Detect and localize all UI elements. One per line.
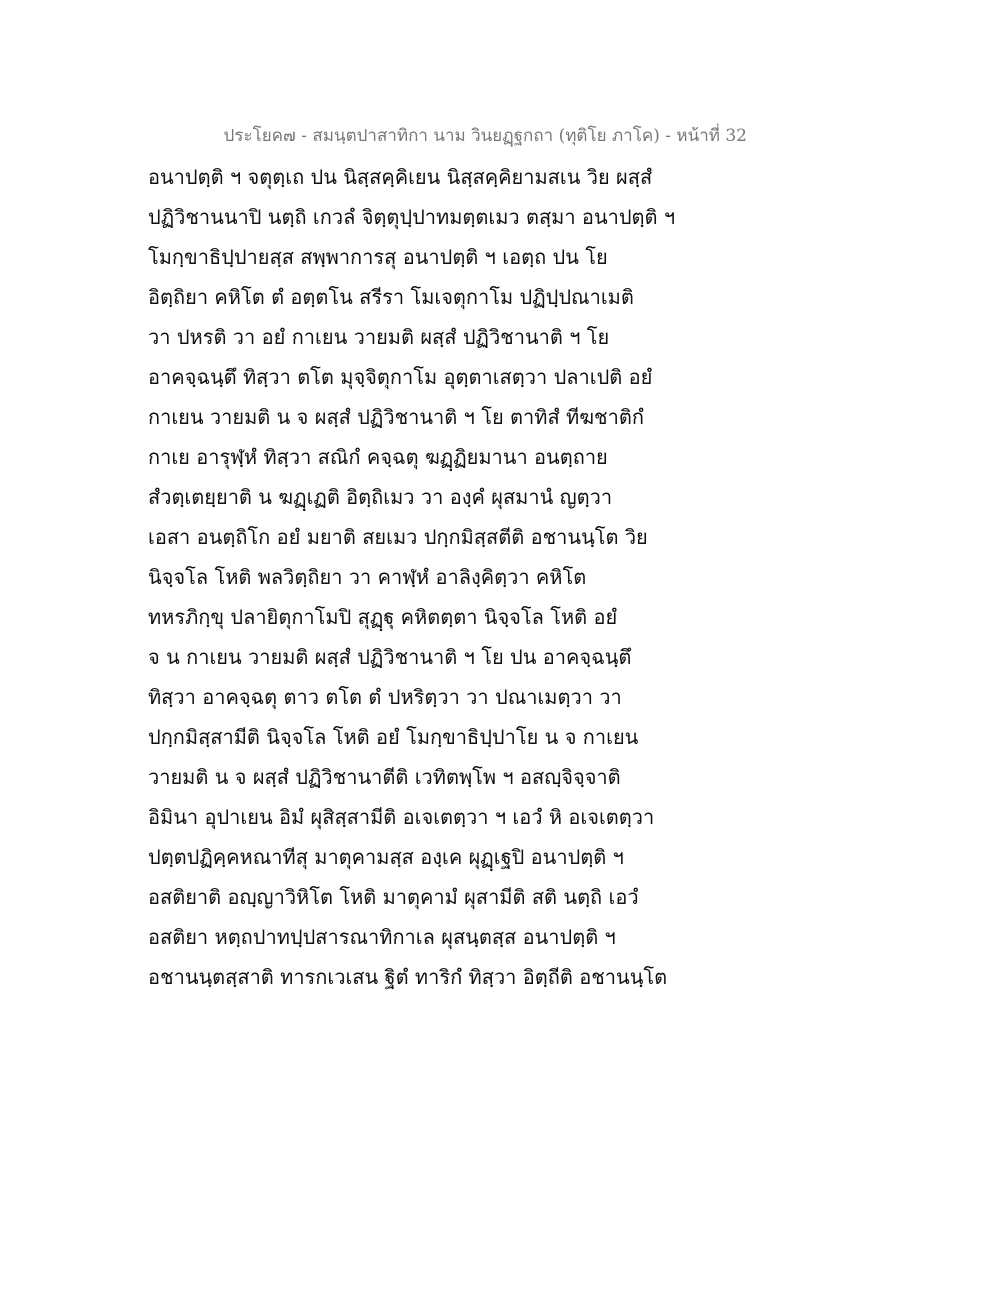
- text-line: โมกฺขาธิปฺปายสฺส สพฺพาการสุ อนาปตฺติ ฯ เอตฺถ ปน โย: [148, 245, 608, 269]
- text-line: กาเย อารุฬฺหํ ทิสฺวา สณิกํ คจฺฉตุ ฆฏฺฏิยมานา อนตฺถาย: [148, 445, 608, 469]
- text-line: อิมินา อุปาเยน อิมํ ผุสิสฺสามีติ อเจเตตฺวา ฯ เอวํ หิ อเจเตตฺวา: [148, 805, 655, 829]
- text-line: อสติยาติ อญฺญาวิหิโต โหติ มาตุคามํ ผุสามีติ สติ นตฺถิ เอวํ: [148, 885, 639, 909]
- text-line: วา ปหรติ วา อยํ กาเยน วายมติ ผสฺสํ ปฏิวิชานาติ ฯ โย: [148, 325, 610, 349]
- text-line: กาเยน วายมติ น จ ผสฺสํ ปฏิวิชานาติ ฯ โย ตาทิสํ ทีฆชาติกํ: [148, 405, 644, 429]
- text-line: อาคจฺฉนฺตึ ทิสฺวา ตโต มุจฺจิตุกาโม อุตฺตาเสตฺวา ปลาเปติ อยํ: [148, 365, 653, 389]
- text-line: ปฏิวิชานนาปิ นตฺถิ เกวลํ จิตฺตุปฺปาทมตฺตเมว ตสฺมา อนาปตฺติ ฯ: [148, 205, 676, 229]
- text-line: อนาปตฺติ ฯ จตุตฺเถ ปน นิสฺสคฺคิเยน นิสฺสคฺคิยามสเน วิย ผสฺสํ: [148, 165, 653, 189]
- text-line: สํวตฺเตยฺยาติ น ฆฏฺเฏติ อิตฺถิเมว วา องฺคํ ผุสมานํ ญตฺวา: [148, 485, 613, 509]
- text-line: อสติยา หตฺถปาทปฺปสารณาทิกาเล ผุสนฺตสฺส อนาปตฺติ ฯ: [148, 925, 616, 949]
- text-line: อชานนฺตสฺสาติ ทารกเวเสน ฐิตํ ทาริกํ ทิสฺวา อิตฺถีติ อชานนฺโต: [148, 965, 668, 989]
- running-header: ประโยค๗ - สมนฺตปาสาทิกา นาม วินยฏฺฐกถา (ทุติโย ภาโค) - หน้าที่ 32: [223, 126, 747, 146]
- text-line: นิจฺจโล โหติ พลวิตฺถิยา วา คาฬฺหํ อาลิงฺคิตฺวา คหิโต: [148, 565, 587, 589]
- text-line: เอสา อนตฺถิโก อยํ มยาติ สยเมว ปกฺกมิสฺสตีติ อชานนฺโต วิย: [148, 525, 648, 549]
- text-line: ปกฺกมิสฺสามีติ นิจฺจโล โหติ อยํ โมกฺขาธิปฺปาโย น จ กาเยน: [148, 725, 639, 749]
- body-text: [148, 157, 708, 997]
- text-line: ทิสฺวา อาคจฺฉตุ ตาว ตโต ตํ ปหริตฺวา วา ปณาเมตฺวา วา: [148, 685, 622, 709]
- text-line: วายมติ น จ ผสฺสํ ปฏิวิชานาตีติ เวทิตพฺโพ ฯ อสญฺจิจฺจาติ: [148, 765, 621, 789]
- text-line: จ น กาเยน วายมติ ผสฺสํ ปฏิวิชานาติ ฯ โย ปน อาคจฺฉนฺตึ: [148, 645, 632, 669]
- text-line: อิตฺถิยา คหิโต ตํ อตฺตโน สรีรา โมเจตุกาโม ปฏิปฺปณาเมติ: [148, 285, 634, 309]
- text-line: ทหรภิกฺขุ ปลายิตุกาโมปิ สุฏฺฐุ คหิตตฺตา นิจฺจโล โหติ อยํ: [148, 605, 618, 629]
- text-line: ปตฺตปฏิคฺคหณาทีสุ มาตุคามสฺส องฺเค ผุฏฺเฐปิ อนาปตฺติ ฯ: [148, 845, 624, 869]
